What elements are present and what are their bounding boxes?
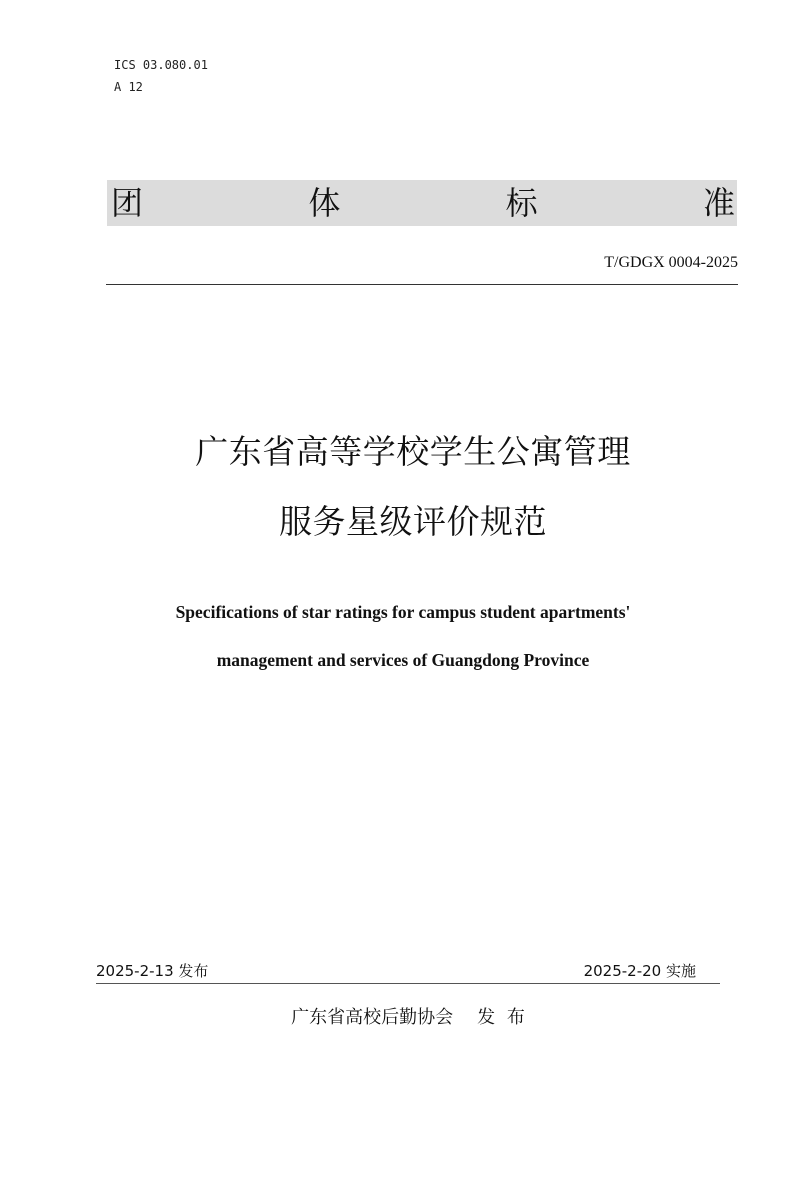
classification-codes <box>114 54 208 98</box>
chinese-title-line-2: 服务星级评价规范 <box>279 502 547 541</box>
publish-action: 发 布 <box>477 1007 525 1028</box>
standard-type-banner <box>107 180 737 226</box>
standard-number: T/GDGX 0004-2025 <box>604 254 738 271</box>
implementation-date: 2025-2-20 实施 <box>583 962 696 980</box>
english-title-line-2: management and services of Guangdong Province <box>216 650 590 670</box>
footer-divider <box>96 983 720 984</box>
standard-type-char: 准 <box>702 184 735 222</box>
standard-type-char: 体 <box>308 184 341 222</box>
header-divider <box>106 284 738 285</box>
ics-code: ICS 03.080.01 <box>114 58 208 72</box>
english-title-line-1: Specifications of star ratings for campus student apartments' <box>175 602 631 622</box>
publisher-name: 广东省高校后勤协会 <box>291 1007 454 1028</box>
chinese-title-line-1: 广东省高等学校学生公寓管理 <box>195 432 631 471</box>
publisher-line <box>0 1003 800 1029</box>
standard-type-char: 标 <box>505 184 538 222</box>
standard-type-char: 团 <box>111 184 144 222</box>
issue-date: 2025-2-13 发布 <box>96 962 209 980</box>
ccs-code: A 12 <box>114 80 143 94</box>
